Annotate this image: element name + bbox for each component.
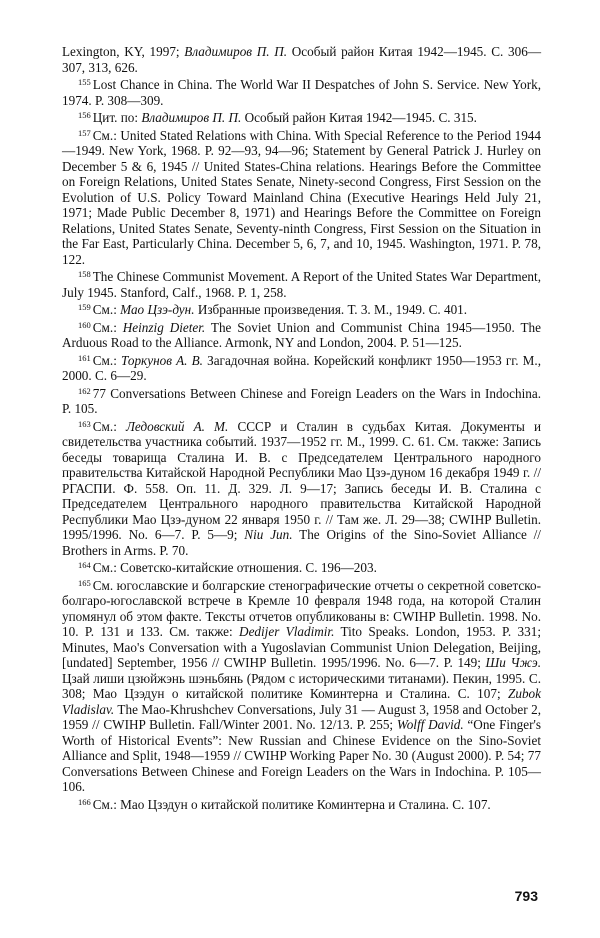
endnote-text: Lexington, KY, 1997; [62, 44, 185, 59]
endnote-number: 162 [78, 385, 91, 396]
endnote-text: См.: Мао Цзэдун о китайской политике Коминтерна и Сталина. С. 107. [92, 796, 491, 812]
endnote-number: 163 [78, 418, 91, 429]
endnotes-list [62, 44, 541, 812]
endnote-number: 158 [78, 269, 91, 279]
endnote-text: Tito Speaks. London, 1953. P. 331; Minutes, Mao's Conversation with a Yugoslavian Communist Union Delegation, Beijing, [undated] September, 1956 // CWIHP Bulletin. 1995/1996. No. 6—7. P. 149; [62, 624, 541, 670]
endnote-author: Мао Цзэ-дун. [120, 302, 195, 317]
endnote [62, 300, 541, 318]
endnote-author: Владимиров П. П. [184, 44, 288, 59]
endnote-author: Wolff David. [396, 717, 464, 732]
endnote-text: См.: [92, 352, 121, 368]
endnote [62, 267, 541, 300]
endnote-text: The Chinese Communist Movement. A Report of the United States War Department, July 1945. Stanford, Calf., 1968. P. 1, 258. [62, 269, 541, 300]
endnote-author: Zubok Vladislav. [62, 686, 541, 717]
endnote-text: Загадочная война. Корейский конфликт 1950—1953 гг. М., 2000. С. 6—29. [62, 352, 541, 383]
endnote-text: Особый район Китая 1942—1945. С. 306—307, 313, 626. [62, 44, 542, 75]
endnote-author: Niu Jun. [244, 527, 293, 542]
endnote-number: 161 [78, 352, 91, 363]
page-number: 793 [514, 888, 538, 904]
endnote-text: Избранные произведения. Т. 3. М., 1949. С. 401. [194, 302, 468, 317]
endnote-author: Владимиров П. П. [141, 110, 242, 125]
endnote-number: 159 [78, 302, 91, 312]
endnote-text: См.: United Stated Relations with China. With Special Reference to the Period 1944—1949. New York, 1968. P. 92—93, 94—96; Statement by General Patrick J. Hurley on December 5 & 6, 1945 // United States-China relations. Hearings Before the Committee on Foreign Relations, United States Senate, Ninety-second Congress, First Session on the Evolution of U.S. Policy Toward Mainland China (Executive Hearings Held July 21, 1971; Made Public December 8, 1971) and Hearings Before the Committee on Foreign Relations, United States Senate, Seventy-ninth Congress, First Session on the Situation in the Far East, Particularly China. December 5, 6, 7, and 10, 1945. Washington, 1971. P. 78, 122. [62, 127, 541, 267]
endnote-text: Особый район Китая 1942—1945. С. 315. [241, 110, 477, 125]
endnote-text: 77 Conversations Between Chinese and Foreign Leaders on the Wars in Indochina. P. 105. [62, 385, 541, 416]
endnote [62, 795, 541, 813]
endnote-text: См.: [92, 319, 123, 335]
endnote-number: 157 [78, 127, 91, 138]
endnote-author: Ши Чжэ. [485, 655, 541, 670]
endnote-text: См.: [92, 418, 126, 434]
endnote-author: Heinzig Dieter. [122, 319, 206, 335]
endnote [62, 108, 541, 126]
endnote-number: 156 [78, 110, 91, 120]
endnote [62, 417, 541, 559]
endnote-text: The Origins of the Sino-Soviet Alliance // Brothers in Arms. P. 70. [62, 527, 541, 558]
endnote [62, 126, 541, 268]
endnote-author: Торкунов А. В. [121, 352, 203, 368]
endnote-author: Ледовский А. М. [125, 418, 229, 434]
endnote-text: См. югославские и болгарские стенографические отчеты о секретной советско-болгаро-югославской встрече в Кремле 10 февраля 1948 года, на которой Сталин упомянул об этом факте. Тексты отчетов опубликованы в: CWIHP Bulletin. 1998. No. 10. P. 131 и 133. См. также: [62, 577, 541, 639]
endnote-text: Lost Chance in China. The World War II Despatches of John S. Service. New York, 1974. P. 308—309. [62, 77, 541, 108]
endnote-number: 160 [78, 319, 91, 330]
endnote-text: The Soviet Union and Communist China 1945—1950. The Arduous Road to the Alliance. Armonk, NY and London, 2004. P. 51—125. [62, 319, 541, 350]
endnote-author: Dedijer Vladimir. [239, 624, 335, 639]
endnote [62, 318, 541, 351]
endnote [62, 558, 541, 576]
endnote [62, 44, 541, 75]
endnote [62, 351, 541, 384]
endnote [62, 75, 541, 108]
endnote-text: СССР и Сталин в судьбах Китая. Документы и свидетельства участника событий. 1937—1952 гг. М., 1999. С. 61. См. также: Запись беседы товарища Сталина И. В. с Председателем Центрального народного правительства Китайской Народной Республики Мао Цзэ-дуном 16 декабря 1949 г. // РГАСПИ. Ф. 558. Оп. 11. Д. 329. Л. 9—17; Запись беседы И. В. Сталина с Председателем Центрального народного правительства Китайской Народной Республики Мао Цзэ-дуном 22 января 1950 г. // Там же. Л. 29—38; CWIHP Bulletin. 1995/1996. No. 6—7. P. 5—9; [62, 418, 541, 542]
endnote-text: The Mao-Khrushchev Conversations, July 31 — August 3, 1958 and October 2, 1959 // CWIHP Bulletin. Fall/Winter 2001. No. 12/13. P. 255; [62, 701, 541, 732]
endnote-text: См.: Советско-китайские отношения. С. 196—203. [92, 560, 377, 575]
endnote-number: 165 [78, 577, 91, 588]
endnote-number: 164 [78, 560, 91, 570]
endnote-number: 155 [78, 77, 91, 87]
endnote-text: “One Finger's Worth of Historical Events”: New Russian and Chinese Evidence on the Sino-Soviet Alliance and Split, 1948—1959 // CWIHP Working Paper No. 30 (August 2000). P. 54; 77 Conversations Between Chinese and Foreign Leaders on the Wars in Indochina. P. 105—106. [62, 717, 542, 794]
endnote-number: 166 [78, 796, 91, 807]
endnote [62, 576, 541, 795]
endnote-text: См.: [92, 302, 121, 317]
endnote [62, 384, 541, 417]
endnote-text: Цит. по: [92, 110, 142, 125]
endnote-text: Цзай лиши цзюйжэнь шэньбянь (Рядом с историческими титанами). Пекин, 1995. С. 308; Мао Цзэдун о китайской политике Коминтерна и Сталина. С. 107; [62, 670, 541, 701]
